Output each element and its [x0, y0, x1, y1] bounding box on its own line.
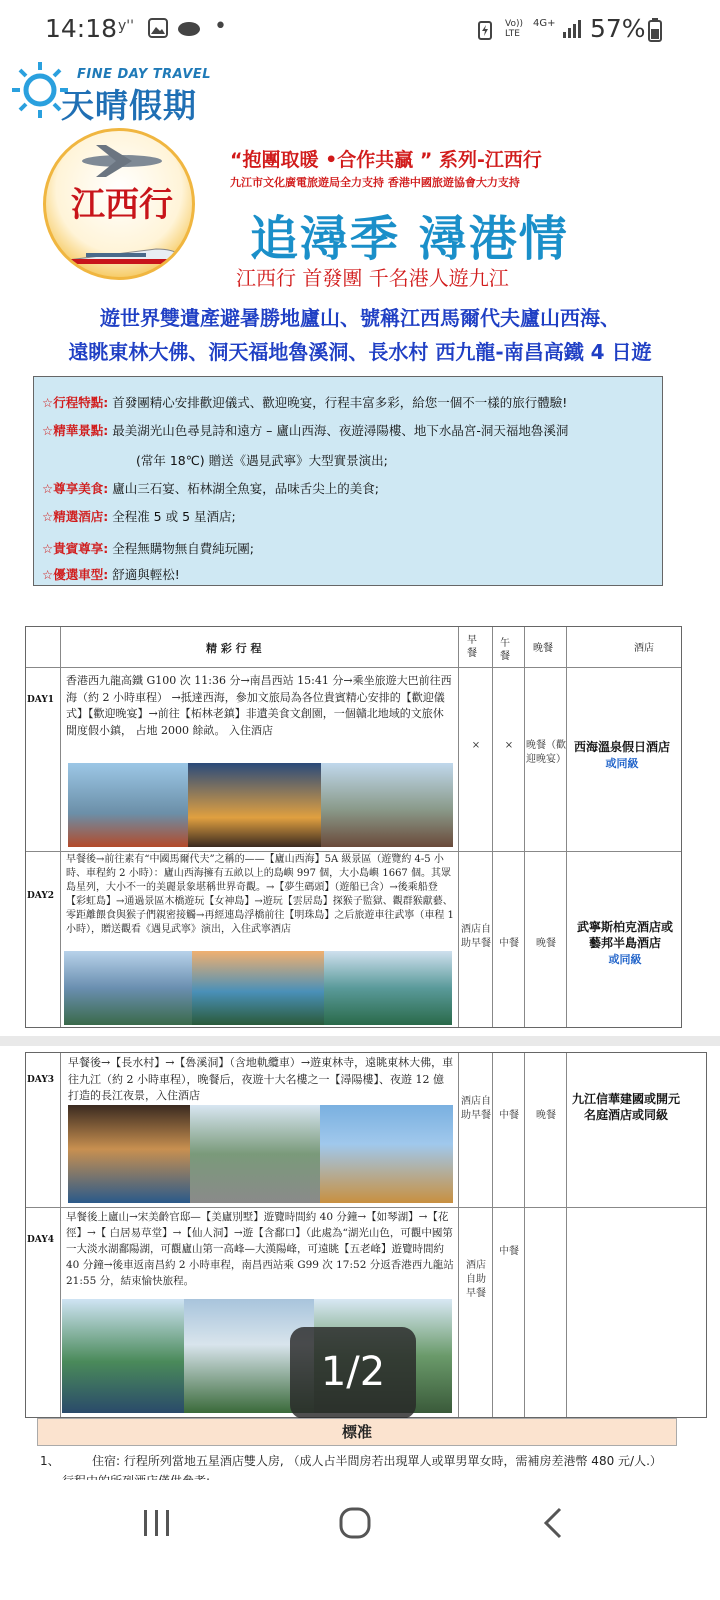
day-label: DAY3 — [27, 1075, 55, 1085]
day-label: DAY1 — [27, 695, 55, 705]
yahoo-icon: y'' — [118, 18, 134, 34]
day3-hotel: 九江信華建國或開元名庭酒店或同級 — [572, 1092, 681, 1122]
day-label: DAY2 — [27, 891, 55, 901]
header-program: 精 彩 行 程 — [206, 642, 262, 655]
clock: 14:18 — [45, 14, 118, 43]
day1-photo-strip — [68, 763, 453, 847]
day3-photo-strip — [68, 1105, 453, 1203]
notification-dot: • — [214, 14, 227, 39]
day2-description: 早餐後→前往素有“中國馬爾代夫”之稱的——【廬山西海】5A 級景區（遊覽約 4-5 小時、車程約 2 小時）：廬山西海擁有五畝以上的島嶼 997 個，大小島嶼 1667 個。其眾島星列，大小不一的美麗景象堪稱世界奇觀。→【夢生碼頭】（遊船已含）→後乘船登【彩虹島】→通過景區木橋遊玩【女神島】→遊玩【雲居島】探猴子監獄、觀群猴獻藝、零距離餵食與猴子們親密接觸→再經連島浮橋前往【明珠島】之后旅遊車往武寧（車程 1 小時），贈送觀看《遇見武寧》演出，入住武寧酒店 — [66, 854, 454, 935]
page-indicator: 1/2 — [290, 1327, 416, 1419]
highlight-row: ☆優選車型: 舒適與輕松! — [42, 567, 180, 582]
image-icon — [148, 18, 168, 38]
day1-dinner: 晚餐（歡迎晚宴） — [526, 740, 566, 765]
status-bar — [0, 0, 720, 60]
highlight-row: (常年 18℃) 贈送《遇見武寧》大型實景演出; — [136, 453, 388, 468]
volte-indicator: Vo)) LTE — [505, 19, 523, 39]
header-lunch: 午餐 — [500, 638, 510, 662]
battery-percent: 57% — [590, 14, 646, 43]
signal-icon — [562, 18, 584, 40]
highlight-row: ☆精華景點: 最美湖光山色尋見詩和遠方 – 廬山西海、夜遊潯陽樓、地下水晶宮-洞天福地魯溪洞 — [42, 423, 569, 438]
cloud-icon — [177, 19, 201, 37]
sub-title: 江西行 首發團 千名港人遊九江 — [236, 266, 509, 290]
day3-lunch: 中餐 — [499, 1110, 519, 1121]
series-subtitle: 九江市文化廣電旅遊局全力支持 香港中國旅遊協會大力支持 — [230, 176, 520, 189]
headline-line-2: 遠眺東林大佛、洞天福地魯溪洞、長水村 西九龍-南昌高鐵 4 日遊 — [68, 340, 652, 364]
back-icon[interactable] — [540, 1506, 566, 1540]
day2-dinner: 晚餐 — [536, 938, 556, 949]
day2-breakfast: 酒店自助早餐 — [461, 924, 491, 949]
day3-dinner: 晚餐 — [536, 1110, 556, 1121]
header-hotel: 酒店 — [634, 643, 654, 654]
highlight-row: ☆精選酒店: 全程准 5 或 5 星酒店; — [42, 509, 236, 524]
standards-item-1: 住宿: 行程所列當地五星酒店雙人房, （成人占半間房若出現單人或單男單女時，需補房差港幣 480 元/人.） — [92, 1454, 662, 1468]
day-label: DAY4 — [27, 1235, 55, 1245]
train-icon — [56, 231, 188, 271]
battery-icon — [648, 18, 662, 42]
jiangxi-badge — [43, 128, 195, 280]
badge-text: 江西行 — [71, 185, 173, 225]
day1-breakfast: × — [471, 740, 481, 751]
battery-saver-icon — [478, 20, 492, 40]
day3-breakfast: 酒店自助早餐 — [461, 1096, 491, 1121]
header-breakfast: 早餐 — [467, 635, 477, 659]
headline-line-1: 遊世界雙遺產避暑勝地廬山、號稱江西馬爾代夫廬山西海、 — [100, 306, 620, 330]
day1-hotel: 西海溫泉假日酒店或同級 — [573, 740, 670, 770]
series-title: “抱團取暖 •合作共贏 ” 系列-江西行 — [230, 149, 542, 171]
itinerary-table-1 — [25, 626, 682, 1028]
highlight-row: ☆貴賓尊享: 全程無購物無自費純玩團; — [42, 541, 254, 556]
network-type: 4G+ — [533, 18, 556, 29]
standards-heading: 標准 — [37, 1418, 677, 1446]
header-dinner: 晚餐 — [533, 643, 553, 654]
day1-description: 香港西九龍高鐵 G100 次 11:36 分→南昌西站 15:41 分→乘坐旅遊大巴前往西海（約 2 小時車程） →抵達西海，參加文旅局為各位貴賓精心安排的【歡迎儀式】【歡迎晚宴】→前往【柘林老鎮】非遺美食文創園，一個贛北地域的文旅休閒度假小鎮， 占地 2000 餘畝。 入住酒店 — [66, 674, 452, 737]
standards-item-number: 1、 — [40, 1454, 60, 1468]
logo-chinese: 天晴假期 — [61, 86, 197, 125]
day2-hotel: 武寧斯柏克酒店或藝邦半島酒店 或同級 — [576, 920, 673, 966]
day4-description: 早餐後上廬山→宋美齡官邸—【美廬別墅】遊覽時間約 40 分鐘→【如琴湖】→【花徑】→【 白居易草堂】→【仙人洞】→遊【含鄱口】（此處為“湖光山色，可觀中國第一大淡水湖鄱陽湖，可觀廬山第一高峰—大漢陽峰，可遠眺【五老峰】遊覽時間約 40 分鐘→後車返南昌約 2 小時車程，南昌西站乘 G99 次 17:52 分返香港西九龍站 21:55 分，結束愉快旅程。 — [66, 1211, 454, 1287]
main-title: 追潯季 潯港情 — [250, 211, 569, 267]
day2-photo-strip — [64, 951, 452, 1025]
day4-breakfast: 酒店自助早餐 — [466, 1260, 486, 1299]
home-icon[interactable] — [338, 1506, 372, 1540]
highlight-row: ☆行程特點: 首發團精心安排歡迎儀式、歡迎晚宴，行程丰富多彩，給您一個不一樣的旅行體驗! — [42, 395, 568, 410]
highlights-box — [33, 376, 663, 586]
page-break — [0, 1036, 720, 1046]
logo-english: FINE DAY TRAVEL — [77, 67, 212, 82]
recents-icon[interactable] — [140, 1508, 174, 1538]
highlight-row: ☆尊享美食: 廬山三石宴、柘林湖全魚宴，品味舌尖上的美食; — [42, 481, 379, 496]
day3-description: 早餐後→【長水村】→【魯溪洞】（含地軌纜車）→遊東林寺，遠眺東林大佛，車往九江（約 2 小時車程），晚餐后，夜遊十大名樓之一【潯陽樓】、夜遊 12 億打造的長江夜景，入住酒店 — [68, 1056, 454, 1102]
day1-lunch: × — [504, 740, 514, 751]
day2-lunch: 中餐 — [499, 938, 519, 949]
airplane-icon — [76, 141, 168, 181]
navigation-bar — [0, 1480, 720, 1600]
day4-lunch: 中餐 — [499, 1246, 519, 1257]
